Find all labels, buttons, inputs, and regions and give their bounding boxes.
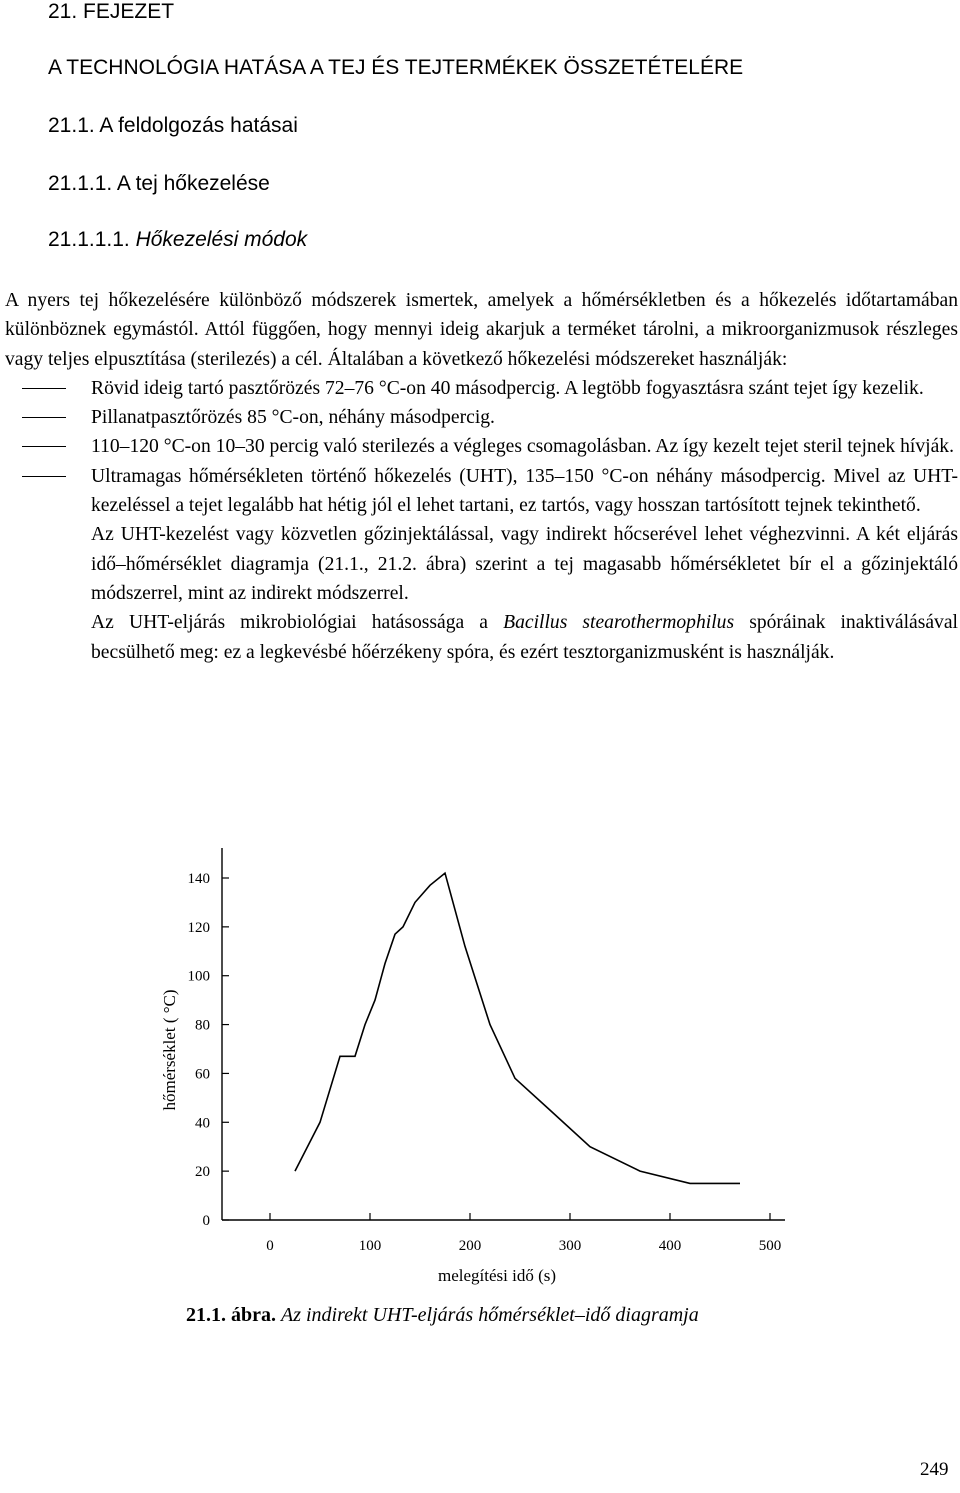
- list-item-text: 110–120 °C-on 10–30 percig való sterilezés a végleges csomagolásban. Az így kezelt tejet steril tejnek hívják.: [91, 436, 954, 458]
- chart-axes: [222, 848, 785, 1220]
- x-tick-label: 100: [358, 1238, 382, 1254]
- list-item-text: Pillanatpasztőrözés 85 °C-on, néhány másodpercig.: [91, 407, 495, 429]
- x-axis-ticks: [266, 1213, 781, 1254]
- section-heading: 21.1. A feldolgozás hatásai: [48, 114, 298, 137]
- dash-marker: [22, 388, 66, 389]
- page-number: 249: [920, 1459, 949, 1480]
- list-item: [5, 403, 958, 432]
- figure-caption: [186, 1304, 699, 1327]
- bacillus-text-before: Az UHT-eljárás mikrobiológiai hatásossága a: [91, 612, 504, 634]
- figure-label: 21.1. ábra.: [186, 1304, 276, 1326]
- y-tick-label: 0: [202, 1213, 210, 1229]
- dash-marker: [22, 476, 66, 477]
- list-item-text: Rövid ideig tartó pasztőrözés 72–76 °C-on 40 másodpercig. A legtöbb fogyasztásra szánt tejet így kezelik.: [91, 377, 924, 399]
- intro-paragraph: A nyers tej hőkezelésére különböző módszerek ismertek, amelyek a hőmérsékletben és a hőkezelés időtartamában különböznek egymástól. Attól függően, hogy mennyi ideig akarjuk a terméket tárolni, a mikroorganizmusok részleges vagy teljes elpusztítása (sterilezés) a cél. Általában a következő hőkezelési módszereket használják:: [5, 290, 958, 370]
- y-axis-ticks: [188, 871, 230, 1229]
- x-tick-label: 500: [758, 1238, 782, 1254]
- subsubsection-number: 21.1.1.1.: [48, 228, 130, 251]
- uht-paragraph: Az UHT-kezelést vagy közvetlen gőzinjektálással, vagy indirekt hőcserével lehet véghezvinni. A két eljárás idő–hőmérséklet diagramja (21.1., 21.2. ábra) szerint a tej magasabb hőmérsékletet bír el a gőzinjektáló módszerrel, mint az indirekt módszerrel.: [91, 524, 958, 604]
- y-tick-label: 140: [187, 871, 210, 887]
- y-tick-label: 80: [195, 1017, 210, 1034]
- dash-marker: [22, 446, 66, 447]
- bacillus-paragraph: [5, 608, 958, 667]
- x-axis-label: melegítési idő (s): [437, 1266, 557, 1285]
- y-tick-label: 120: [187, 919, 210, 936]
- y-tick-label: 100: [187, 968, 210, 985]
- list-item: [5, 374, 958, 403]
- list-item: [5, 432, 958, 461]
- y-tick-label: 40: [195, 1115, 210, 1132]
- y-tick-label: 60: [195, 1066, 210, 1083]
- species-name: Bacillus stearothermophilus: [503, 612, 735, 634]
- body-text: [5, 286, 958, 667]
- heat-treatment-list: [5, 374, 958, 520]
- series-line: [295, 873, 740, 1183]
- bacillus-text-after: spóráinak inaktiválásával becsülhető meg: ez a legkevésbé hőérzékeny spóra, és ezért tesztorganizmusként is használják.: [91, 612, 958, 663]
- x-tick-label: 200: [458, 1238, 482, 1254]
- chapter-title: A TECHNOLÓGIA HATÁSA A TEJ ÉS TEJTERMÉKEK ÖSSZETÉTELÉRE: [48, 56, 744, 79]
- temperature-time-chart: [0, 838, 960, 1298]
- x-tick-label: 400: [658, 1238, 682, 1254]
- subsubsection-title: Hőkezelési módok: [135, 228, 308, 251]
- chapter-heading: 21. FEJEZET: [48, 0, 175, 23]
- x-tick-label: 0: [266, 1238, 274, 1254]
- list-item: [5, 462, 958, 521]
- x-tick-label: 300: [558, 1238, 582, 1254]
- figure-caption-text: Az indirekt UHT-eljárás hőmérséklet–idő diagramja: [281, 1304, 699, 1326]
- list-item-text: Ultramagas hőmérsékleten történő hőkezelés (UHT), 135–150 °C-on néhány másodpercig. Mivel az UHT-kezeléssel a tejet legalább hat hétig jól el lehet tartani, ez tartós, vagy hosszan tartósított tejnek tekinthető.: [91, 465, 958, 517]
- dash-marker: [22, 417, 66, 418]
- y-axis-label: hőmérséklet ( °C): [160, 989, 179, 1111]
- y-tick-label: 20: [195, 1164, 210, 1181]
- subsection-heading: 21.1.1. A tej hőkezelése: [48, 172, 270, 195]
- subsubsection-heading: [48, 228, 307, 252]
